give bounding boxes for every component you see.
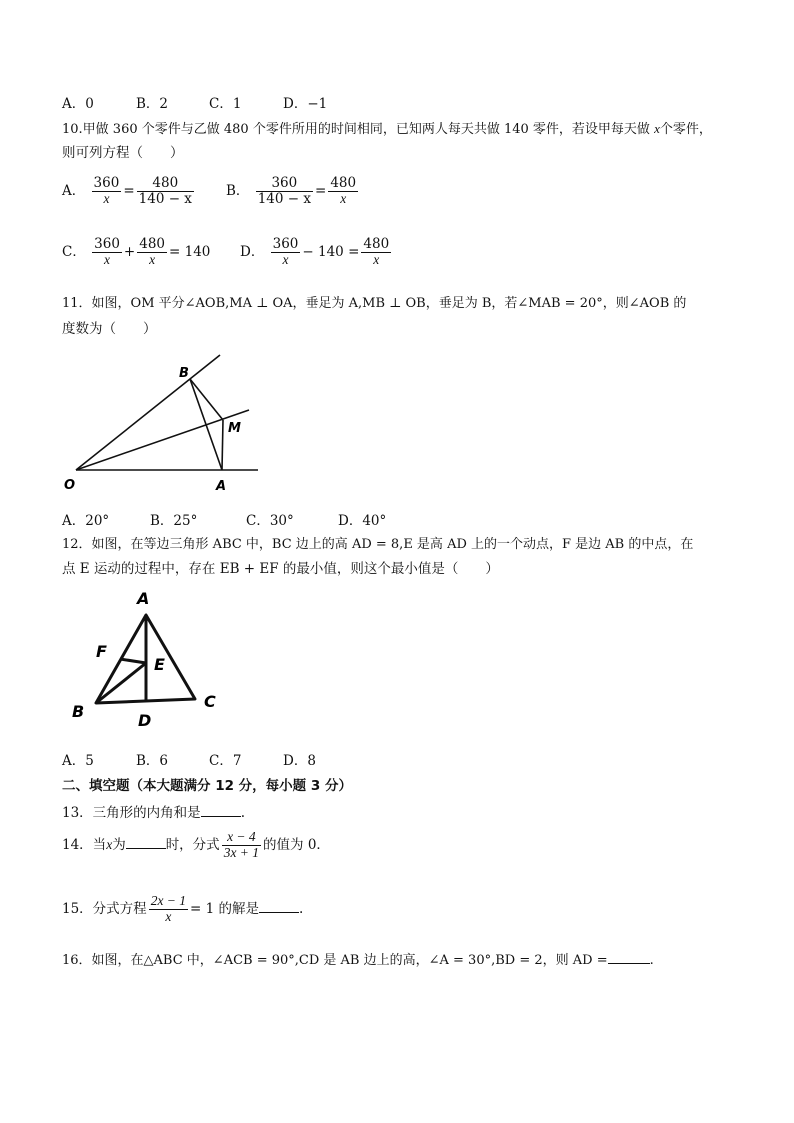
segment-ba — [190, 379, 222, 470]
q14-answer-blank[interactable] — [126, 848, 166, 849]
label-d: D — [138, 711, 152, 730]
label-c: C — [204, 692, 216, 711]
q11-stem-line1: 11．如图，OM 平分∠AOB,MA ⊥ OA，垂足为 A,MB ⊥ OB，垂足为 B，若∠MAB = 20°，则∠AOB 的 — [62, 296, 687, 311]
q13: 13．三角形的内角和是 . — [62, 805, 245, 821]
segment-ma — [222, 420, 223, 470]
q15: 15．分式方程 $\frac{2x - 1}{x}$ = 1 的解是 . — [62, 893, 304, 924]
segment-fe — [120, 659, 146, 663]
q14: 14．当x为 时，分式 $\frac{x - 4}{3x + 1}$ 的值为 0． — [62, 829, 330, 860]
q11-stem-line2: 度数为（ ） — [62, 321, 157, 337]
q12-option-d: D．8 — [283, 753, 316, 769]
q9-option-a: A．0 — [62, 96, 94, 112]
q16: 16．如图，在△ABC 中，∠ACB = 90°,CD 是 AB 边上的高，∠A = 30°,BD = 2，则 AD = . — [62, 953, 654, 968]
q12-option-a: A．5 — [62, 753, 94, 769]
label-e: E — [154, 655, 165, 674]
label-a: A — [137, 589, 150, 608]
label-m: M — [228, 421, 241, 436]
ray-ob — [76, 355, 220, 470]
q11-figure — [60, 345, 270, 500]
segment-bm — [190, 379, 223, 420]
q10-option-b: B． $\frac{360}{140 - x}$ = $\frac{480}{x}$ — [226, 175, 357, 207]
q15-answer-blank[interactable] — [259, 912, 299, 913]
q12-stem-line2: 点 E 运动的过程中，存在 EB + EF 的最小值，则这个最小值是（ ） — [62, 561, 499, 577]
q11-option-d: D．40° — [338, 513, 387, 529]
q10-option-c: C． $\frac{360}{x}$ + $\frac{480}{x}$ = 140 — [62, 236, 211, 267]
label-b: B — [179, 366, 189, 381]
label-a: A — [216, 479, 227, 494]
section-heading-fill-in: 二、填空题（本大题满分 12 分，每小题 3 分） — [62, 778, 352, 794]
q12-stem-line1: 12．如图，在等边三角形 ABC 中，BC 边上的高 AD = 8,E 是高 AD 上的一个动点，F 是边 AB 的中点，在 — [62, 537, 694, 552]
q16-answer-blank[interactable] — [608, 963, 650, 964]
q11-option-a: A．20° — [62, 513, 110, 529]
q9-option-c: C．1 — [209, 96, 242, 112]
q11-option-c: C．30° — [246, 513, 294, 529]
q9-option-b: B．2 — [136, 96, 169, 112]
q11-option-b: B．25° — [150, 513, 198, 529]
label-f: F — [96, 642, 107, 661]
segment-be — [96, 663, 146, 703]
q10-option-a: A． $\frac{360}{x}$ = $\frac{480}{140 - x}$ — [62, 175, 192, 207]
q10-option-d: D． $\frac{360}{x}$ − 140 = $\frac{480}{x}$ — [240, 236, 390, 267]
q10-stem-line2: 则可列方程（ ） — [62, 145, 184, 161]
label-o: O — [64, 478, 76, 493]
label-b: B — [72, 702, 85, 721]
q10-stem-line1: 10.甲做 360 个零件与乙做 480 个零件所用的时间相同，已知两人每天共做 140 零件，若设甲每天做 x个零件， — [62, 121, 712, 137]
q12-figure — [66, 585, 236, 735]
q12-option-b: B．6 — [136, 753, 169, 769]
q13-answer-blank[interactable] — [201, 816, 241, 817]
q12-option-c: C．7 — [209, 753, 242, 769]
q9-option-d: D．−1 — [283, 96, 328, 112]
